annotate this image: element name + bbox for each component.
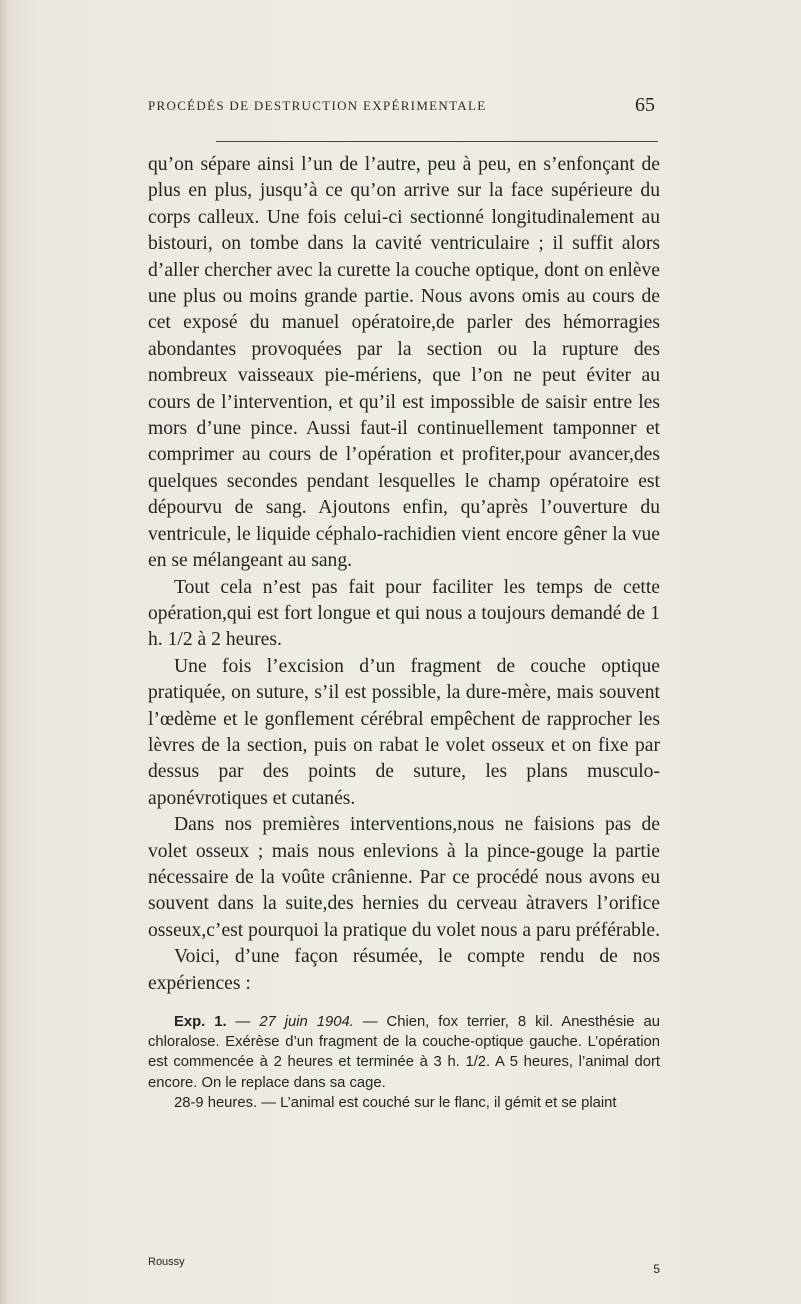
signature-mark: Roussy (148, 1256, 185, 1268)
paragraph-continuation: qu’on sépare ainsi l’un de l’autre, peu à peu, en s’enfonçant de plus en plus, jusqu’à ce qu’on arrive sur la face supérieure du corps calleux. Une fois celui-ci sectionné longitudinalement au bistouri, on tombe dans la cavité ventriculaire ; il suffit alors d’aller chercher avec la curette la couche optique, dont on enlève une plus ou moins grande partie. Nous avons omis au cours de cet exposé du manuel opératoire,de parler des hémorragies abondantes provoquées par la section ou la rupture des nombreux vaisseaux pie-mériens, que l’on ne peut éviter au cours de l’intervention, et qu’il est impossible de saisir entre les mors d’une pince. Aussi faut-il continuellement tamponner et comprimer au cours de l’opération et profiter,pour avancer,des quelques secondes pendant lesquelles le champ opératoire est dépourvu de sang. Ajoutons enfin, qu’après l’ouverture du ventricule, le liquide céphalo-rachidien vient encore gêner la vue en se mélangeant au sang. (148, 154, 660, 572)
experiment-label: Exp. 1. (174, 1014, 227, 1030)
experiment-date: 27 juin 1904. (259, 1014, 354, 1030)
experiment-text: — Chien, fox terrier, 8 kil. Anesthésie au chloralose. Exérèse d’un fragment de la couche-optique gauche. L’opération est commencée à 2 heures et terminée à 3 h. 1/2. A 5 heures, l’animal dort encore. On le replace dans sa cage. (148, 1014, 660, 1091)
page-number: 65 (635, 94, 655, 116)
paragraph: Une fois l’excision d’un fragment de couche optique pratiquée, on suture, s’il est possible, la dure-mère, mais souvent l’œdème et le gonflement cérébral empêchent de rapprocher les lèvres de la section, puis on rabat le volet osseux et on fixe par dessus par des points de suture, les plans musculo-aponévrotiques et cutanés. (148, 655, 660, 809)
paragraph: Dans nos premières interventions,nous ne faisions pas de volet osseux ; mais nous enlevions à la pince-gouge la partie nécessaire de la voûte crânienne. Par ce procédé nous avons eu souvent dans la suite,des hernies du cerveau àtravers l’orifice osseux,c’est pourquoi la pratique du volet nous a paru préférable. (148, 814, 660, 941)
paragraph: Tout cela n’est pas fait pour faciliter les temps de cette opération,qui est fort longue et qui nous a toujours demandé de 1 h. 1/2 à 2 heures. (148, 576, 660, 651)
running-header: PROCÉDÉS DE DESTRUCTION EXPÉRIMENTALE (148, 98, 487, 113)
experiment-entry: Exp. 1. — 27 juin 1904. — Chien, fox terrier, 8 kil. Anesthésie au chloralose. Exérèse d’un fragment de la couche-optique gauche. L’opération est commencée à 2 heures et terminée à 3 h. 1/2. A 5 heures, l’animal dort encore. On le replace dans sa cage. (148, 1014, 660, 1091)
header-rule (216, 141, 658, 142)
paragraph: Voici, d’une façon résumée, le compte rendu de nos expériences : (148, 946, 660, 994)
experiment-notes (148, 1012, 660, 1113)
signature-number: 5 (653, 1262, 660, 1276)
main-text (148, 152, 660, 997)
page-edge-shadow (0, 0, 10, 1304)
experiment-followup: 28-9 heures. — L’animal est couché sur le flanc, il gémit et se plaint (174, 1094, 617, 1111)
